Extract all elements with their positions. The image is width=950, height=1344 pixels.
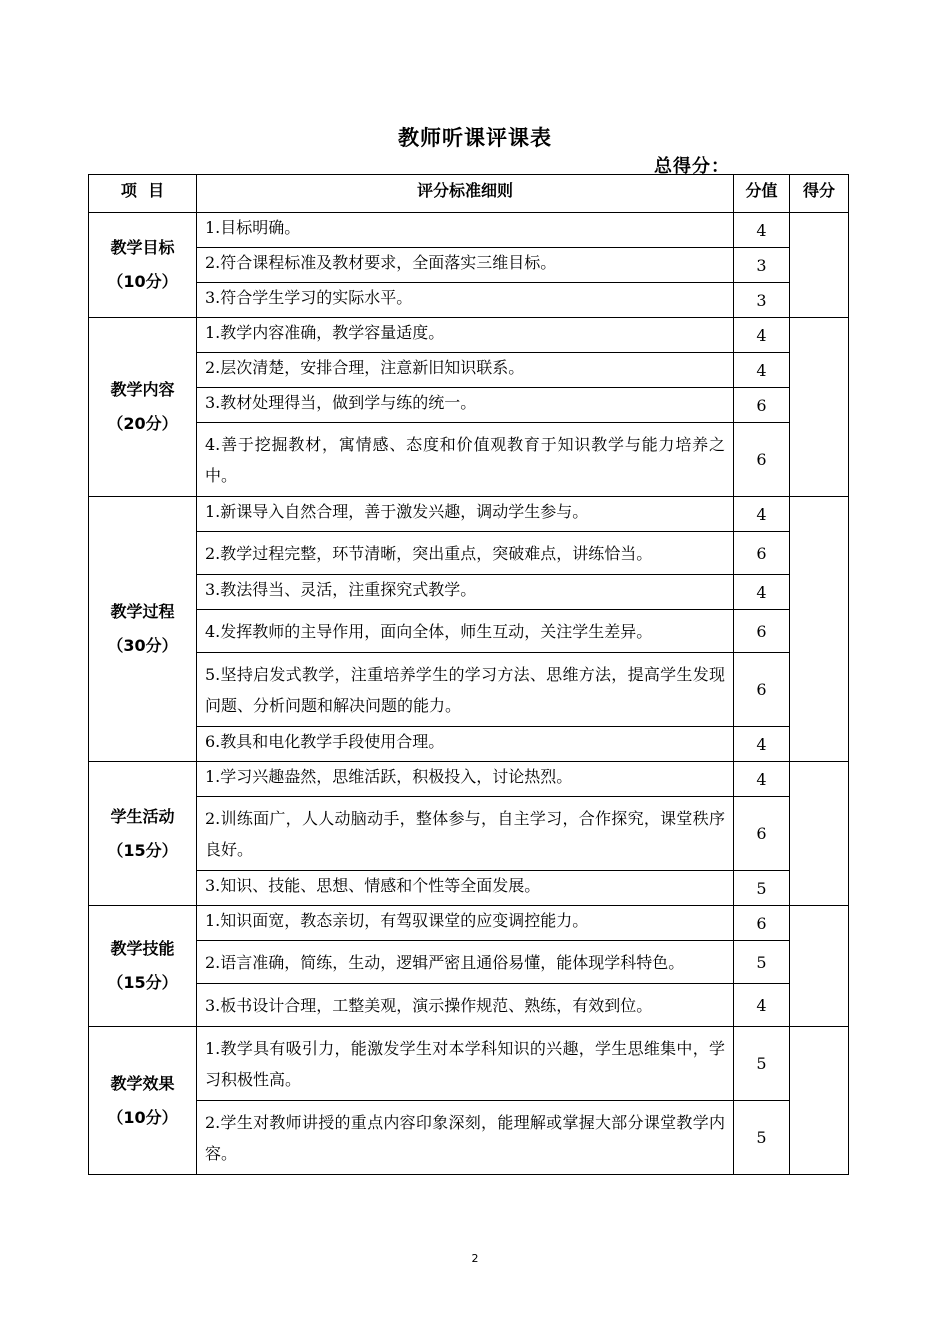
section-points: （15分） [107,840,178,860]
criterion-value: 3 [734,283,790,318]
criterion-text: 2.层次清楚，安排合理，注意新旧知识联系。 [197,353,734,388]
section-name: 教学技能 [110,939,175,958]
table-row [89,984,849,1027]
criterion-value: 4 [734,353,790,388]
section-name: 教学目标 [110,238,175,257]
criterion-value: 6 [734,388,790,423]
table-row [89,532,849,575]
section-category [89,213,197,318]
criterion-text: 3.板书设计合理，工整美观，演示操作规范、熟练，有效到位。 [197,984,734,1027]
table-row [89,388,849,423]
section-points: （15分） [107,973,178,992]
total-score-label: 总得分： [654,156,730,177]
criterion-text: 3.符合学生学习的实际水平。 [197,283,734,318]
criterion-value: 6 [734,797,790,871]
table-row [89,797,849,871]
criterion-text: 2.符合课程标准及教材要求，全面落实三维目标。 [197,248,734,283]
table-row [89,248,849,283]
section-points: （30分） [107,636,178,655]
page-title: 教师听课评课表 [398,126,552,150]
score-cell[interactable] [790,318,849,497]
table-row [89,318,849,353]
table-row [89,423,849,497]
criterion-text: 4.发挥教师的主导作用，面向全体，师生互动，关注学生差异。 [197,610,734,653]
criterion-text: 1.教学具有吸引力，能激发学生对本学科知识的兴趣，学生思维集中，学习积极性高。 [197,1027,734,1101]
section-points: （20分） [107,414,178,433]
section-category [89,762,197,906]
score-cell[interactable] [790,213,849,318]
section-name: 教学过程 [110,602,175,621]
criterion-text: 4.善于挖掘教材，寓情感、态度和价值观教育于知识教学与能力培养之中。 [197,423,734,497]
table-row [89,1101,849,1175]
criterion-text: 6.教具和电化教学手段使用合理。 [197,727,734,762]
table-row [89,762,849,797]
header-item: 项 目 [89,175,197,213]
criterion-text: 2.语言准确，简练，生动，逻辑严密且通俗易懂，能体现学科特色。 [197,941,734,984]
header-score: 得分 [790,175,849,213]
criterion-value: 5 [734,1027,790,1101]
criterion-text: 2.训练面广，人人动脑动手，整体参与，自主学习，合作探究，课堂秩序良好。 [197,797,734,871]
criterion-value: 4 [734,318,790,353]
criterion-text: 1.目标明确。 [197,213,734,248]
score-cell[interactable] [790,762,849,906]
criterion-value: 4 [734,575,790,610]
section-points: （10分） [107,272,178,291]
criterion-value: 6 [734,653,790,727]
evaluation-table [88,174,849,1175]
criterion-text: 5.坚持启发式教学，注重培养学生的学习方法、思维方法，提高学生发现问题、分析问题和解决问题的能力。 [197,653,734,727]
table-row [89,653,849,727]
criterion-value: 6 [734,906,790,941]
criterion-text: 3.教法得当、灵活，注重探究式教学。 [197,575,734,610]
criterion-value: 5 [734,1101,790,1175]
table-header-row [89,175,849,213]
score-cell[interactable] [790,1027,849,1175]
table-row [89,906,849,941]
table-row [89,1027,849,1101]
criterion-text: 1.教学内容准确，教学容量适度。 [197,318,734,353]
page-number: 2 [471,1252,479,1265]
header-criteria: 评分标准细则 [197,175,734,213]
section-category [89,1027,197,1175]
score-cell[interactable] [790,497,849,762]
criterion-value: 5 [734,941,790,984]
section-category [89,318,197,497]
criterion-value: 4 [734,984,790,1027]
header-value: 分值 [734,175,790,213]
criterion-value: 3 [734,248,790,283]
table-row [89,871,849,906]
table-row [89,283,849,318]
table-row [89,575,849,610]
criterion-text: 2.教学过程完整，环节清晰，突出重点，突破难点，讲练恰当。 [197,532,734,575]
table-row [89,497,849,532]
section-points: （10分） [107,1107,178,1127]
criterion-text: 3.教材处理得当，做到学与练的统一。 [197,388,734,423]
criterion-text: 1.知识面宽，教态亲切，有驾驭课堂的应变调控能力。 [197,906,734,941]
section-name: 教学内容 [110,380,175,399]
criterion-value: 4 [734,727,790,762]
score-cell[interactable] [790,906,849,1027]
table-row [89,213,849,248]
criterion-value: 6 [734,532,790,575]
criterion-value: 6 [734,423,790,497]
section-name: 学生活动 [110,806,175,826]
criterion-value: 4 [734,762,790,797]
criterion-text: 1.学习兴趣盎然，思维活跃，积极投入，讨论热烈。 [197,762,734,797]
criterion-value: 4 [734,213,790,248]
criterion-text: 1.新课导入自然合理，善于激发兴趣，调动学生参与。 [197,497,734,532]
table-row [89,610,849,653]
section-name: 教学效果 [110,1073,175,1093]
table-row [89,353,849,388]
criterion-value: 6 [734,610,790,653]
table-row [89,941,849,984]
table-body [89,213,849,1175]
section-category [89,906,197,1027]
criterion-value: 5 [734,871,790,906]
criterion-text: 3.知识、技能、思想、情感和个性等全面发展。 [197,871,734,906]
criterion-value: 4 [734,497,790,532]
criterion-text: 2.学生对教师讲授的重点内容印象深刻，能理解或掌握大部分课堂教学内容。 [197,1101,734,1175]
section-category [89,497,197,762]
table-row [89,727,849,762]
